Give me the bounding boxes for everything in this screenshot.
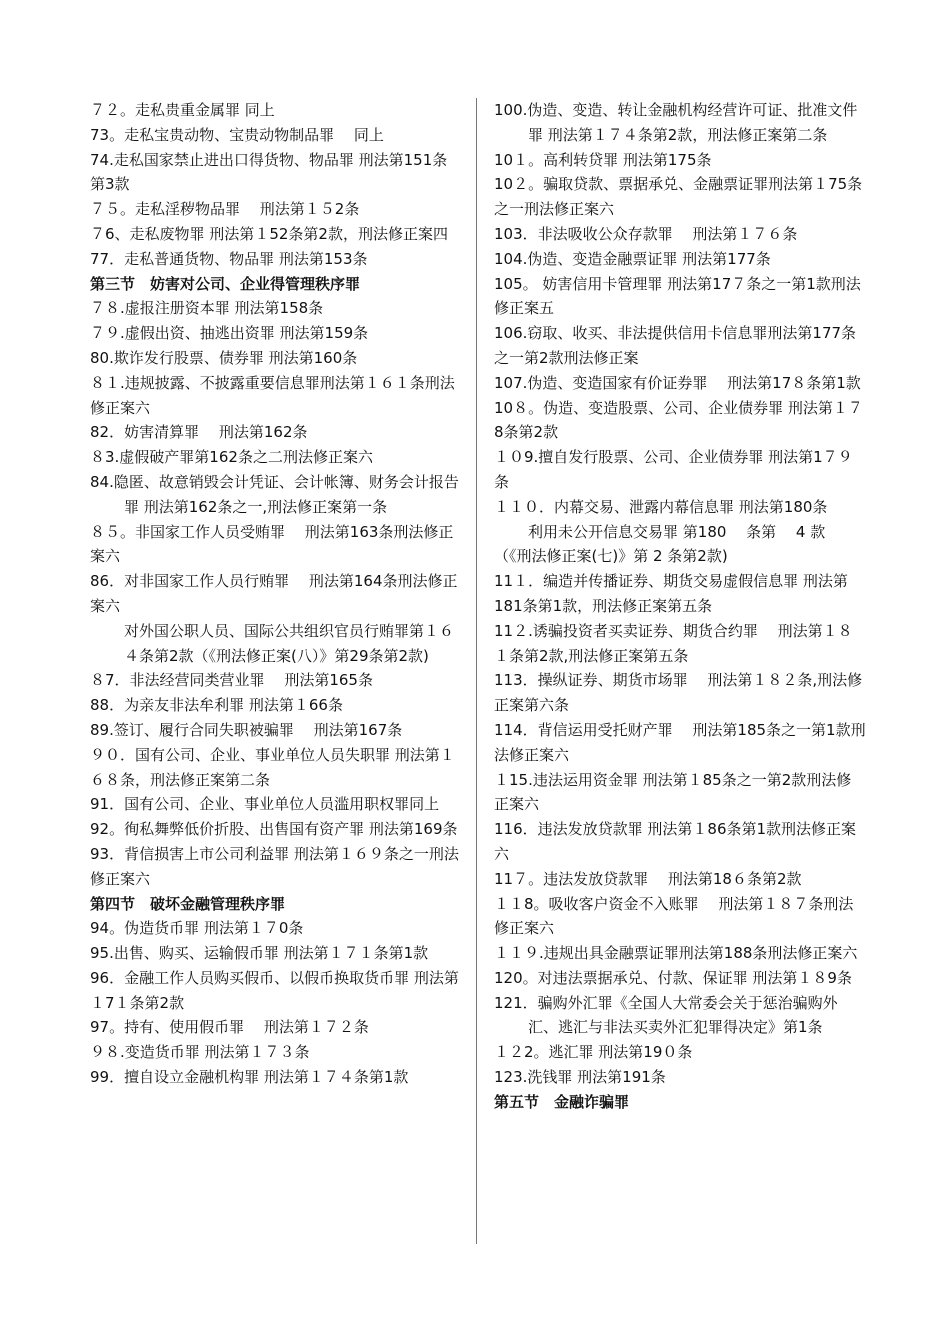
list-item: （《刑法修正案(七)》第 2 条第2款) bbox=[494, 547, 728, 566]
list-item: 77．走私普通货物、物品罪 刑法第153条 bbox=[90, 249, 368, 268]
list-item: 91．国有公司、企业、事业单位人员滥用职权罪同上 bbox=[90, 795, 440, 814]
list-item: 10８。伪造、变造股票、公司、企业债券罪 刑法第１７8条第2款 bbox=[494, 398, 863, 442]
list-item: 93．背信损害上市公司利益罪 刑法第１６９条之一刑法修正案六 bbox=[90, 844, 459, 888]
list-item: 11２.诱骗投资者买卖证券、期货合约罪 刑法第１８１条第2款,刑法修正案第五条 bbox=[494, 621, 853, 665]
list-item: １１8。吸收客户资金不入账罪 刑法第１８７条刑法修正案六 bbox=[494, 894, 854, 938]
list-item: ８7．非法经营同类营业罪 刑法第165条 bbox=[90, 671, 373, 690]
list-item: 113．操纵证券、期货市场罪 刑法第１８２条,刑法修正案第六条 bbox=[494, 671, 863, 715]
list-item: 92。徇私舞弊低价折股、出售国有资产罪 刑法第169条 bbox=[90, 820, 458, 839]
list-item: 116．违法发放贷款罪 刑法第１86条第1款刑法修正案六 bbox=[494, 820, 857, 863]
list-item: ８５。非国家工作人员受贿罪 刑法第163条刑法修正案六 bbox=[90, 522, 454, 566]
list-item: ８3.虚假破产罪第162条之二刑法修正案六 bbox=[90, 448, 373, 467]
list-item: 74.走私国家禁止进出口得货物、物品罪 刑法第151条第3款 bbox=[90, 150, 448, 194]
list-item: 89.签订、履行合同失职被骗罪 刑法第167条 bbox=[90, 720, 403, 739]
section-heading: 第三节 妨害对公司、企业得管理秩序罪 bbox=[90, 274, 361, 293]
list-item: ７５。走私淫秽物品罪 刑法第１５2条 bbox=[90, 200, 360, 219]
list-item: 80.欺诈发行股票、债券罪 刑法第160条 bbox=[90, 348, 358, 367]
list-item: 104.伪造、变造金融票证罪 刑法第177条 bbox=[494, 249, 771, 268]
list-item: １２2。逃汇罪 刑法第19０条 bbox=[494, 1043, 693, 1062]
list-item: １１９.违规出具金融票证罪刑法第188条刑法修正案六 bbox=[494, 944, 858, 963]
list-item: 103．非法吸收公众存款罪 刑法第１７６条 bbox=[494, 224, 798, 243]
list-item: 88．为亲友非法牟利罪 刑法第１66条 bbox=[90, 696, 343, 715]
list-item: ９８.变造货币罪 刑法第１７３条 bbox=[90, 1043, 310, 1062]
right-column bbox=[494, 98, 866, 1115]
list-item: 73。走私宝贵动物、宝贵动物制品罪 同上 bbox=[90, 125, 384, 144]
list-item: 121．骗购外汇罪《全国人大常委会关于惩治骗购外汇、逃汇与非法买卖外汇犯罪得决定》第1条 bbox=[494, 993, 838, 1037]
column-divider bbox=[476, 98, 477, 1244]
list-item: 10１。高利转贷罪 刑法第175条 bbox=[494, 150, 712, 169]
list-item: 对外国公职人员、国际公共组织官员行贿罪第１６４条第2款（《刑法修正案(八）》第29条第2款) bbox=[124, 621, 455, 665]
list-item: 120。对违法票据承兑、付款、保证罪 刑法第１８9条 bbox=[494, 968, 852, 987]
list-item: ７８.虚报注册资本罪 刑法第158条 bbox=[90, 299, 324, 318]
list-item: 11７。违法发放贷款罪 刑法第18６条第2款 bbox=[494, 869, 802, 888]
section-heading: 第五节 金融诈骗罪 bbox=[494, 1092, 630, 1111]
list-item: 95.出售、购买、运输假币罪 刑法第１７１条第1款 bbox=[90, 944, 429, 963]
list-item: 96．金融工作人员购买假币、以假币换取货币罪 刑法第１7１条第2款 bbox=[90, 968, 459, 1012]
list-item: 107.伪造、变造国家有价证券罪 刑法第17８条第1款 bbox=[494, 373, 861, 392]
list-item: ７２。走私贵重金属罪 同上 bbox=[90, 101, 275, 119]
left-column bbox=[90, 98, 462, 1090]
section-heading: 第四节 破坏金融管理秩序罪 bbox=[90, 894, 286, 913]
list-item: 10２。骗取贷款、票据承兑、金融票证罪刑法第１75条之一刑法修正案六 bbox=[494, 175, 863, 219]
list-item: １１０．内幕交易、泄露内幕信息罪 刑法第180条 bbox=[494, 497, 828, 516]
list-item: 82．妨害清算罪 刑法第162条 bbox=[90, 423, 308, 442]
list-item: ７９.虚假出资、抽逃出资罪 刑法第159条 bbox=[90, 324, 369, 343]
list-item: ９０．国有公司、企业、事业单位人员失职罪 刑法第１６８条，刑法修正案第二条 bbox=[90, 745, 455, 789]
list-item: 106.窃取、收买、非法提供信用卡信息罪刑法第177条之一第2款刑法修正案 bbox=[494, 324, 857, 367]
list-item: 99．擅自设立金融机构罪 刑法第１７４条第1款 bbox=[90, 1068, 409, 1087]
list-item: ７6、走私废物罪 刑法第１52条第2款，刑法修正案四 bbox=[90, 224, 448, 243]
list-item: 105。 妨害信用卡管理罪 刑法第17７条之一第1款刑法修正案五 bbox=[494, 274, 861, 318]
list-item: 利用未公开信息交易罪 第180 条第 4 款 bbox=[528, 522, 826, 541]
list-item: 123.洗钱罪 刑法第191条 bbox=[494, 1068, 666, 1087]
list-item: ８１.违规披露、不披露重要信息罪刑法第１６１条刑法修正案六 bbox=[90, 373, 455, 417]
list-item: 84.隐匿、故意销毁会计凭证、会计帐簿、财务会计报告罪 刑法第162条之一,刑法修正案第一条 bbox=[90, 472, 459, 516]
list-item: １15.违法运用资金罪 刑法第１85条之一第2款刑法修正案六 bbox=[494, 770, 852, 814]
list-item: 86．对非国家工作人员行贿罪 刑法第164条刑法修正案六 bbox=[90, 572, 458, 615]
list-item: 11１．编造并传播证券、期货交易虚假信息罪 刑法第181条第1款，刑法修正案第五条 bbox=[494, 572, 848, 615]
list-item: 100.伪造、变造、转让金融机构经营许可证、批准文件罪 刑法第１７４条第2款，刑法修正案第二条 bbox=[494, 101, 858, 144]
list-item: 114．背信运用受托财产罪 刑法第185条之一第1款刑法修正案六 bbox=[494, 720, 866, 764]
list-item: １０9.擅自发行股票、公司、企业债券罪 刑法第1７９条 bbox=[494, 448, 853, 491]
list-item: 97。持有、使用假币罪 刑法第１７２条 bbox=[90, 1018, 369, 1037]
list-item: 94。伪造货币罪 刑法第１７0条 bbox=[90, 919, 304, 938]
